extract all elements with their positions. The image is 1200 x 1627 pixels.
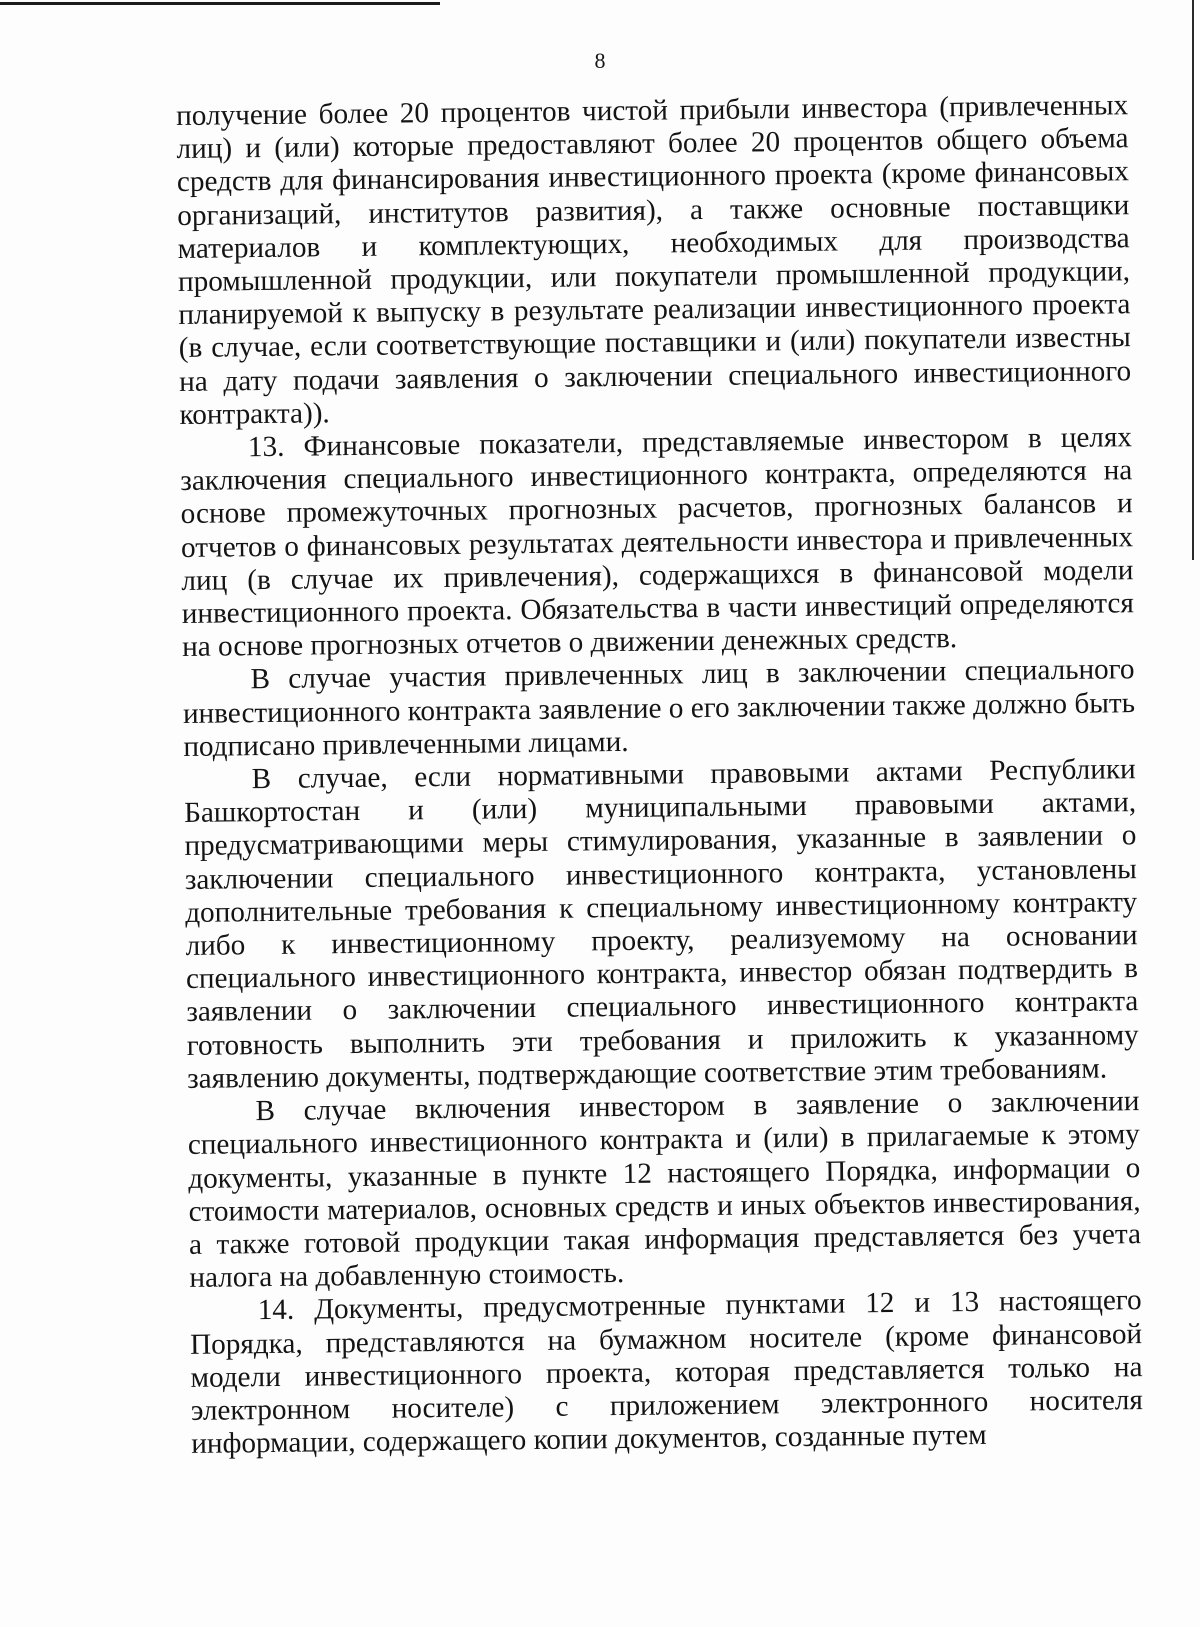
paragraph-continuation: получение более 20 процентов чистой прибыли инвестора (привлеченных лиц) и (или) которые предоставляют более 20 процентов общего объема средств для финансирования инвестиционного проекта (кроме финансовых организаций, институтов развития), а также основные поставщики материалов и комплектующих, необходимых для производства промышленной продукции, или покупатели промышленной продукции, планируемой к выпуску в результате реализации инвестиционного проекта (в случае, если соответствующие поставщики и (или) покупатели известны на дату подачи заявления о заключении специального инвестиционного контракта)). [176,89,1132,431]
scan-edge-line [0,2,440,5]
paragraph-additional-requirements: В случае, если нормативными правовыми актами Республики Башкортостан и (или) муниципальными правовыми актами, предусматривающими меры стимулирования, указанные в заявлении о заключении специального инвестиционного контракта, установлены дополнительные требования к специальному инвестиционному контракту либо к инвестиционному проекту, реализуемому на основании специального инвестиционного контракта, инвестор обязан подтвердить в заявлении о заключении специального инвестиционного контракта готовность выполнить эти требования и приложить к указанному заявлению документы, подтверждающие соответствие этим требованиям. [183,753,1139,1095]
paragraph-item-14: 14. Документы, предусмотренные пунктами 12 и 13 настоящего Порядка, представляются на бумажном носителе (кроме финансовой модели инвестиционного проекта, которая представляется только на электронном носителе) с приложением электронного носителя информации, содержащего копии документов, созданные путем [189,1284,1143,1461]
paragraph-item-13: 13. Финансовые показатели, представляемые инвестором в целях заключения специального инвестиционного контракта, определяются на основе промежуточных прогнозных расчетов, прогнозных балансов и отчетов о финансовых результатах деятельности инвестора и привлеченных лиц (в случае их привлечения), содержащихся в финансовой модели инвестиционного проекта. Обязательства в части инвестиций определяются на основе прогнозных отчетов о движении денежных средств. [180,421,1134,664]
page-number: 8 [594,48,606,73]
paragraph-vat: В случае включения инвестором в заявление о заключении специального инвестиционного контракта и (или) в прилагаемые к этому документы, указанные в пункте 12 настоящего Порядка, информации о стоимости материалов, основных средств и иных объектов инвестирования, а также готовой продукции такая информация представляется без учета налога на добавленную стоимость. [187,1085,1142,1295]
scan-edge-line-right [1192,0,1194,560]
body-text [176,89,1143,1461]
paragraph-attracted-persons: В случае участия привлеченных лиц в заключении специального инвестиционного контракта заявление о его заключении также должно быть подписано привлеченными лицами. [182,653,1136,763]
